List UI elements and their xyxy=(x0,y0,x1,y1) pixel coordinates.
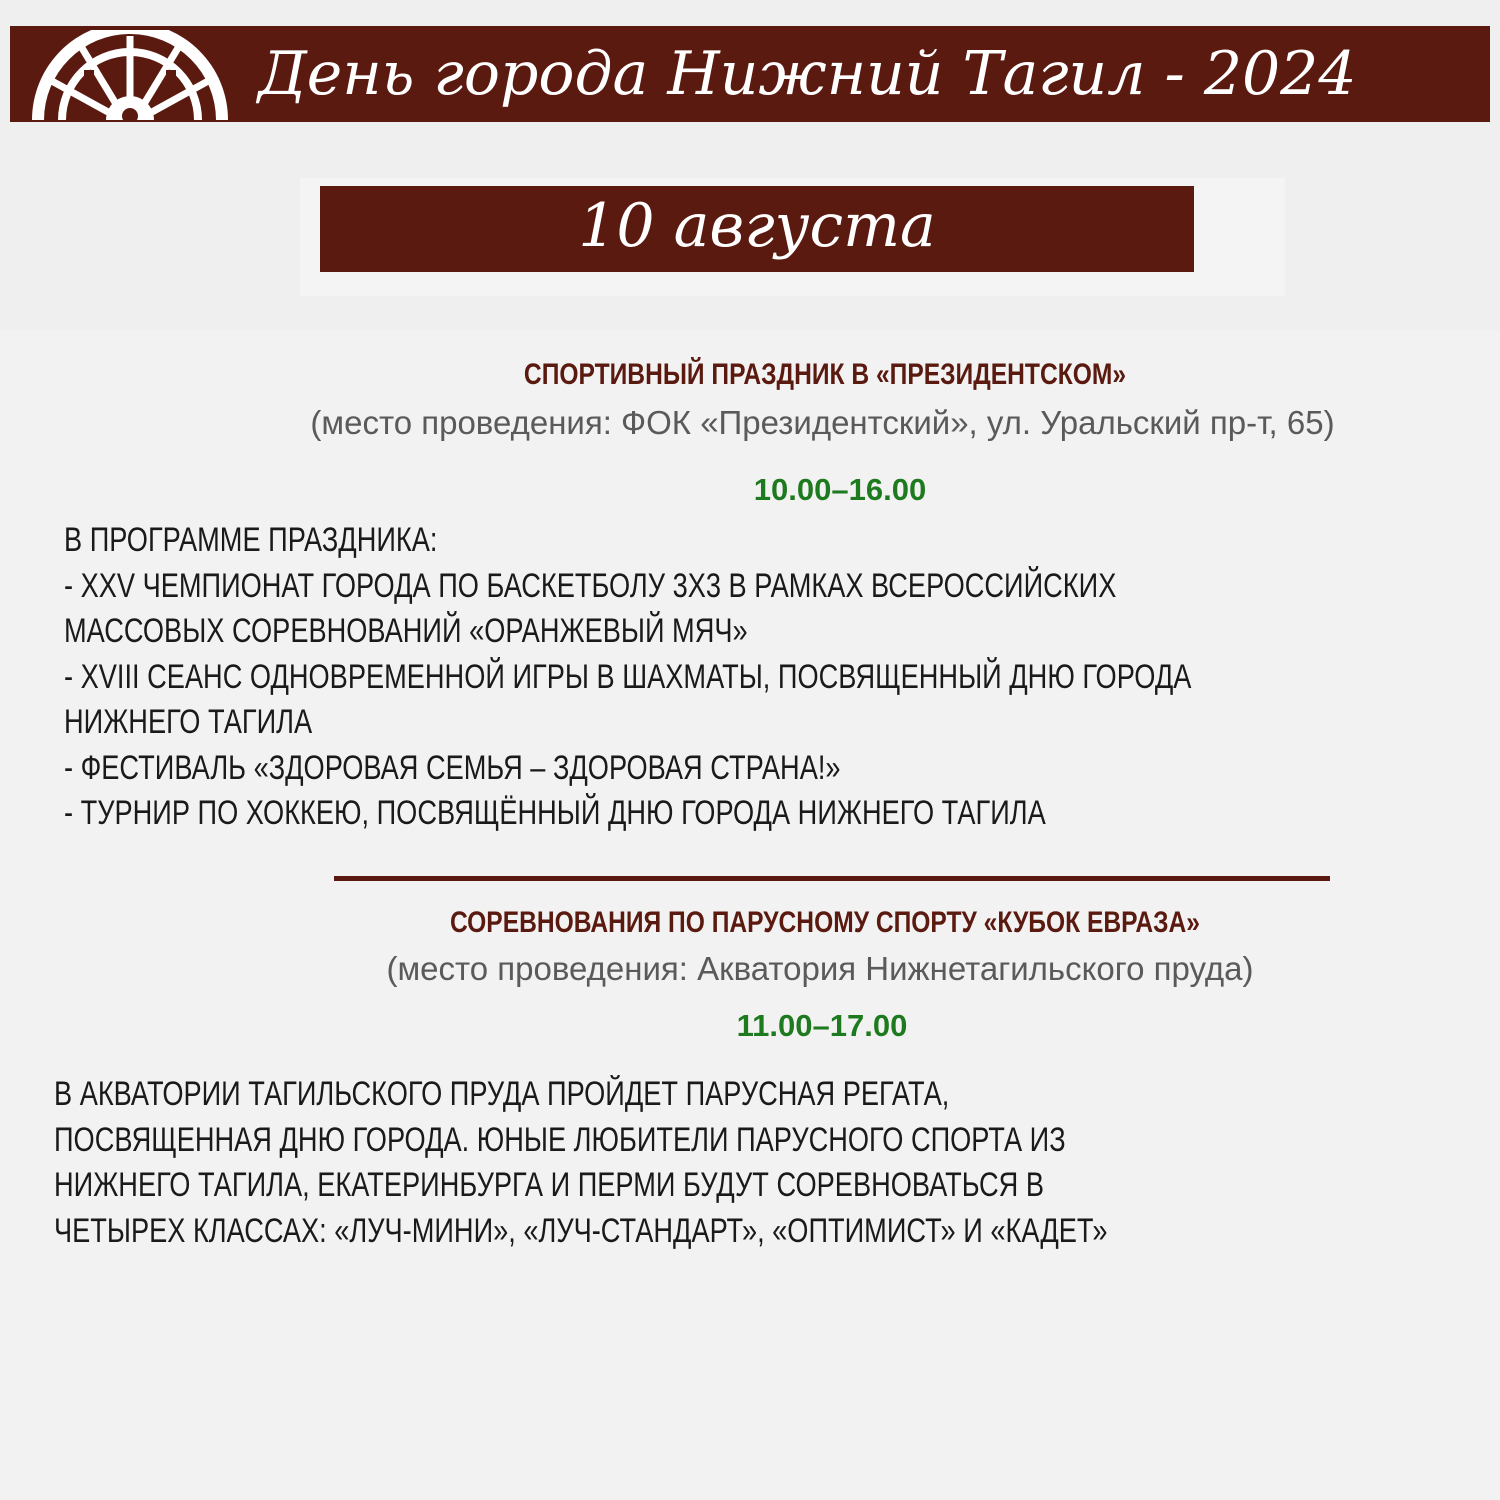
description-line: - ТУРНИР ПО ХОККЕЮ, ПОСВЯЩЁННЫЙ ДНЮ ГОРОДА НИЖНЕГО ТАГИЛА xyxy=(64,794,1046,832)
event-title: СПОРТИВНЫЙ ПРАЗДНИК В «ПРЕЗИДЕНТСКОМ» xyxy=(523,358,1127,391)
event-venue: (место проведения: Акватория Нижнетагильского пруда) xyxy=(386,950,1254,987)
description-line: - ФЕСТИВАЛЬ «ЗДОРОВАЯ СЕМЬЯ – ЗДОРОВАЯ СТРАНА!» xyxy=(64,748,841,787)
description-line: МАССОВЫХ СОРЕВНОВАНИЙ «ОРАНЖЕВЫЙ МЯЧ» xyxy=(64,612,748,650)
description-line: ЧЕТЫРЕХ КЛАССАХ: «ЛУЧ-МИНИ», «ЛУЧ-СТАНДАРТ», «ОПТИМИСТ» И «КАДЕТ» xyxy=(54,1211,1108,1250)
city-emblem-wheel-icon xyxy=(24,30,236,120)
description-line: - XVIII СЕАНС ОДНОВРЕМЕННОЙ ИГРЫ В ШАХМАТЫ, ПОСВЯЩЕННЫЙ ДНЮ ГОРОДА xyxy=(64,657,1192,696)
event-time: 10.00–16.00 xyxy=(753,472,927,507)
event-time: 11.00–17.00 xyxy=(736,1008,908,1043)
event-description xyxy=(64,518,1191,837)
event-title: СОРЕВНОВАНИЯ ПО ПАРУСНОМУ СПОРТУ «КУБОК ЕВРАЗА» xyxy=(450,906,1200,939)
section-divider xyxy=(334,876,1330,881)
date-label: 10 августа xyxy=(320,186,1194,272)
description-line: В АКВАТОРИИ ТАГИЛЬСКОГО ПРУДА ПРОЙДЕТ ПАРУСНАЯ РЕГАТА, xyxy=(54,1075,950,1113)
header-banner xyxy=(10,26,1490,122)
description-line: ПОСВЯЩЕННАЯ ДНЮ ГОРОДА. ЮНЫЕ ЛЮБИТЕЛИ ПАРУСНОГО СПОРТА ИЗ xyxy=(54,1120,1066,1159)
description-line: НИЖНЕГО ТАГИЛА xyxy=(64,703,313,741)
description-line: - XXV ЧЕМПИОНАТ ГОРОДА ПО БАСКЕТБОЛУ 3Х3 В РАМКАХ ВСЕРОССИЙСКИХ xyxy=(64,566,1117,605)
description-line: НИЖНЕГО ТАГИЛА, ЕКАТЕРИНБУРГА И ПЕРМИ БУДУТ СОРЕВНОВАТЬСЯ В xyxy=(54,1166,1044,1204)
event-venue: (место проведения: ФОК «Президентский», ул. Уральский пр-т, 65) xyxy=(310,404,1335,441)
event-description xyxy=(54,1072,1107,1254)
page-title: День города Нижний Тагил - 2024 xyxy=(258,39,1357,109)
description-line: В ПРОГРАММЕ ПРАЗДНИКА: xyxy=(64,521,438,559)
